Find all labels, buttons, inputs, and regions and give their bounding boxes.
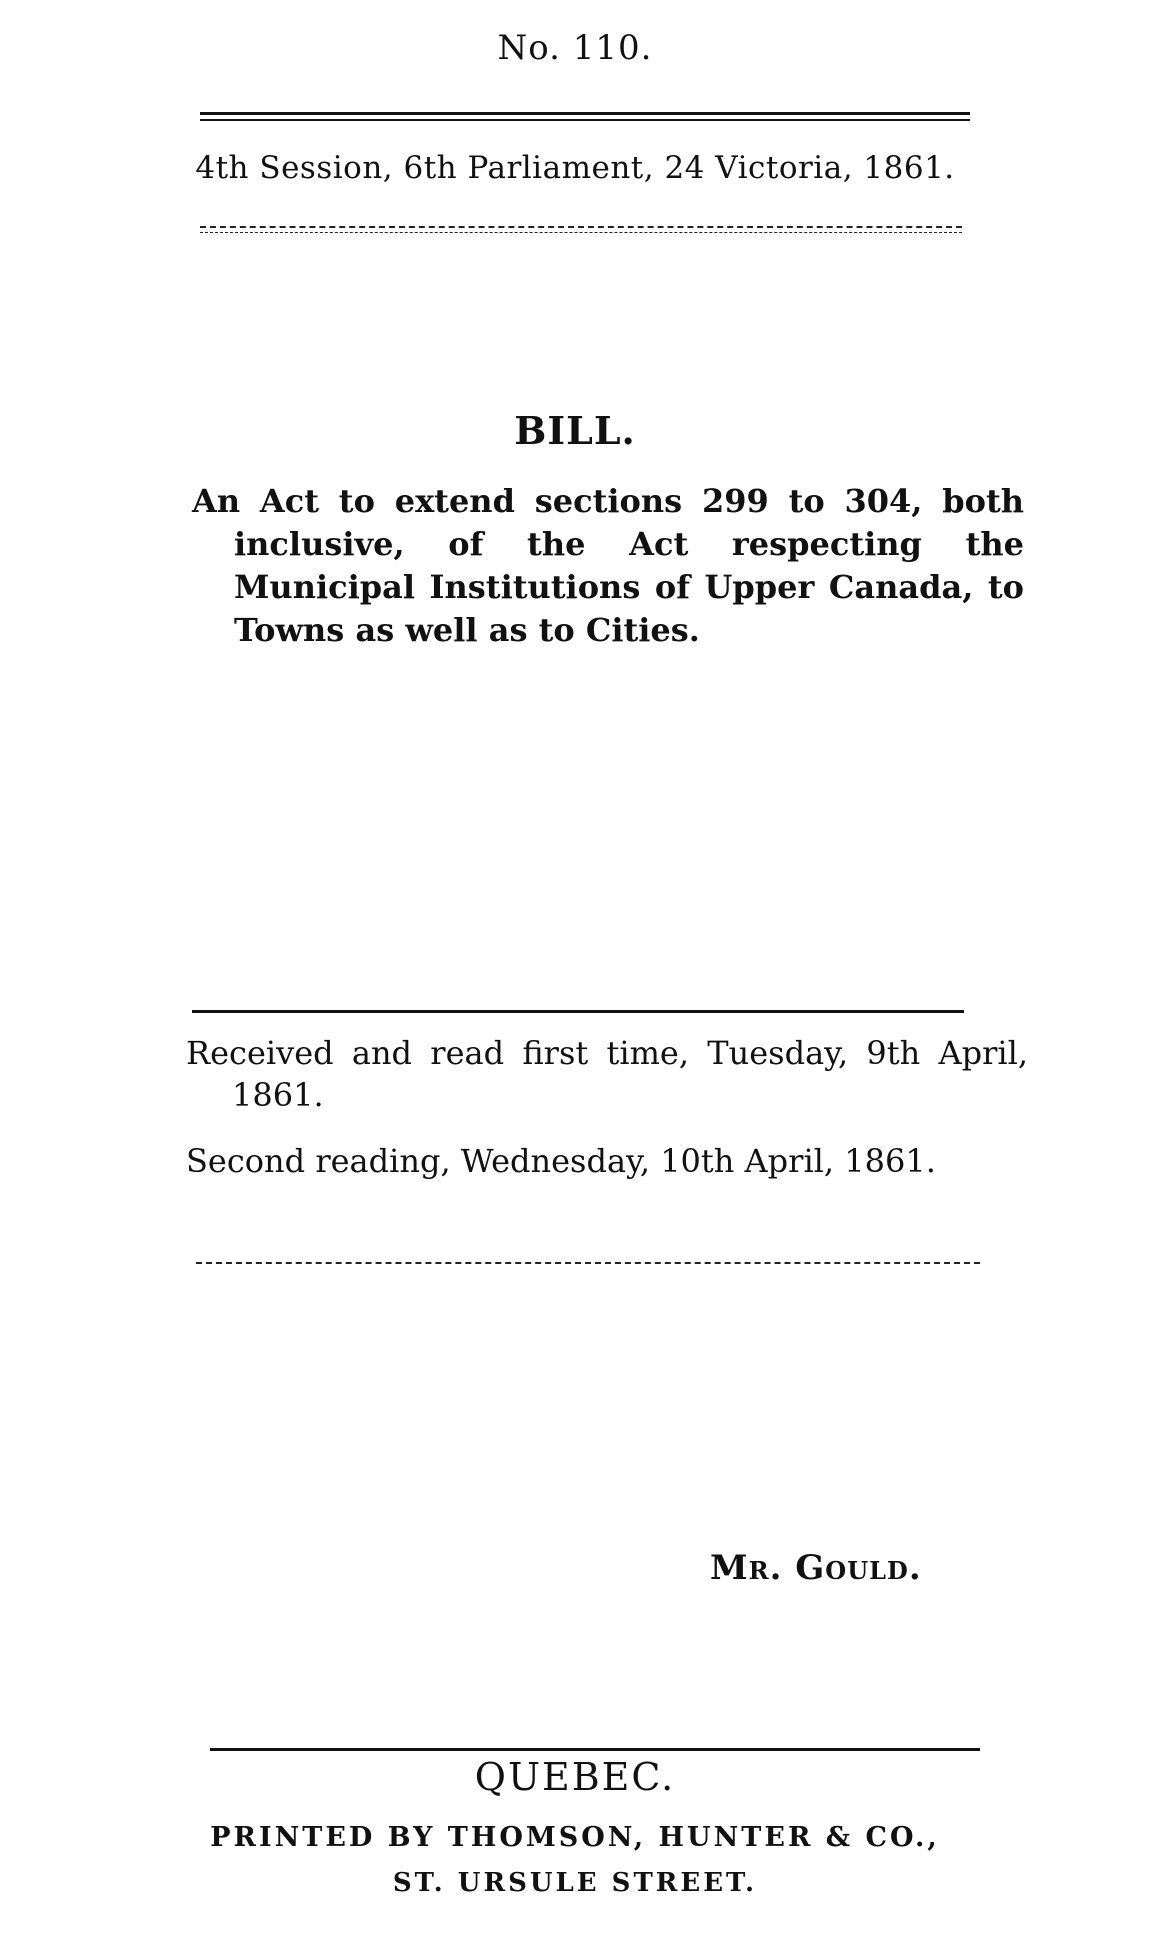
imprint-street: ST. URSULE STREET. bbox=[392, 1868, 758, 1898]
imprint-printer: PRINTED BY THOMSON, HUNTER & CO., bbox=[210, 1822, 940, 1853]
member-name: Mr. Gould. bbox=[710, 1548, 922, 1588]
readings-top-rule bbox=[192, 1010, 964, 1013]
imprint-top-rule bbox=[210, 1748, 980, 1751]
bill-number: No. 110. bbox=[497, 28, 653, 68]
imprint-city: QUEBEC. bbox=[474, 1755, 676, 1799]
session-line: 4th Session, 6th Parliament, 24 Victoria, 1861. bbox=[195, 150, 955, 186]
first-reading-note: Received and read first time, Tuesday, 9th April, 1861. bbox=[186, 1034, 1028, 1114]
header-top-rule bbox=[200, 112, 970, 121]
header-bottom-rule bbox=[200, 226, 962, 228]
bill-heading: BILL. bbox=[514, 408, 636, 453]
header-bottom-rule-2 bbox=[200, 232, 962, 233]
act-title: An Act to extend sections 299 to 304, both inclusive, of the Act respecting the Municipal Institutions of Upper Canada, to Towns as well as to Cities. bbox=[192, 482, 1024, 649]
second-reading-note: Second reading, Wednesday, 10th April, 1861. bbox=[186, 1142, 936, 1180]
readings-bottom-rule bbox=[196, 1262, 980, 1264]
